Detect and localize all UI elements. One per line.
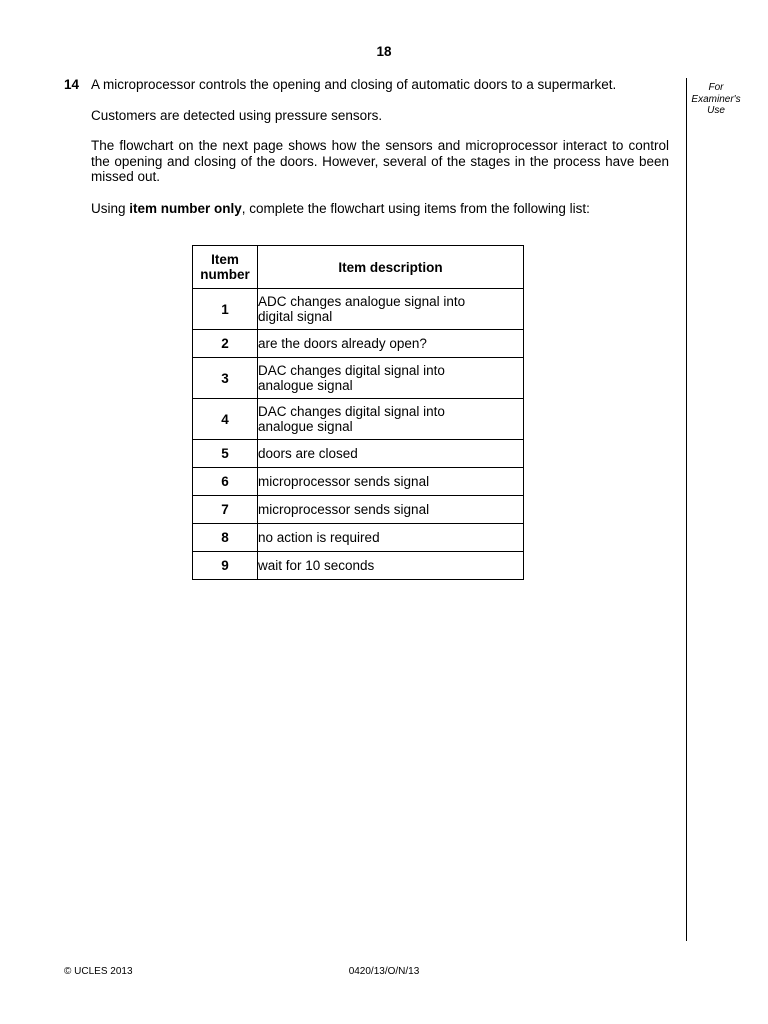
table-row bbox=[193, 330, 524, 358]
item-description-cell bbox=[258, 552, 524, 580]
instruction-bold-text: item number only bbox=[129, 201, 242, 216]
table-row bbox=[193, 552, 524, 580]
header-item-number-line-2: number bbox=[200, 267, 250, 282]
item-description-line-1: DAC changes digital signal into bbox=[258, 403, 445, 419]
item-description-line-1: microprocessor sends signal bbox=[258, 473, 430, 489]
question-flowchart-text: The flowchart on the next page shows how the sensors and microprocessor interact to control the opening and closing of the doors. However, several of the stages in the process have been missed out. bbox=[91, 138, 669, 184]
item-number-cell: 9 bbox=[193, 552, 258, 580]
item-description-cell bbox=[258, 399, 524, 440]
item-description-cell bbox=[258, 496, 524, 524]
item-description-cell bbox=[258, 440, 524, 468]
question-intro: A microprocessor controls the opening and closing of automatic doors to a supermarket. bbox=[91, 77, 617, 92]
item-description-cell bbox=[258, 524, 524, 552]
footer-copyright: © UCLES 2013 bbox=[64, 966, 133, 977]
table-row bbox=[193, 289, 524, 330]
examiner-margin-rule bbox=[686, 78, 687, 941]
item-number-cell: 4 bbox=[193, 399, 258, 440]
page-number: 18 bbox=[376, 44, 392, 59]
table-row bbox=[193, 358, 524, 399]
instruction-text-start: Using bbox=[91, 201, 130, 216]
table-row bbox=[193, 468, 524, 496]
item-description-line-1: DAC changes digital signal into bbox=[258, 362, 445, 378]
item-description-line-2: digital signal bbox=[258, 309, 333, 324]
question-number: 14 bbox=[64, 77, 80, 92]
examiner-label-line-1: For bbox=[708, 82, 724, 93]
item-table-header-row bbox=[193, 246, 524, 289]
item-description-line-1: no action is required bbox=[258, 529, 380, 545]
item-table bbox=[192, 245, 524, 580]
question-instruction bbox=[91, 201, 669, 217]
header-item-number-line-1: Item bbox=[211, 252, 239, 267]
item-description-line-1: wait for 10 seconds bbox=[258, 557, 375, 573]
footer-paper-code: 0420/13/O/N/13 bbox=[348, 966, 420, 977]
item-description-cell bbox=[258, 358, 524, 399]
item-description-cell bbox=[258, 289, 524, 330]
item-description-line-2: analogue signal bbox=[258, 419, 353, 434]
examiner-label-line-2: Examiner's bbox=[691, 93, 741, 105]
table-row bbox=[193, 440, 524, 468]
item-number-cell: 5 bbox=[193, 440, 258, 468]
item-number-cell: 7 bbox=[193, 496, 258, 524]
examiner-label-line-3: Use bbox=[707, 105, 725, 116]
header-item-description: Item description bbox=[258, 246, 524, 289]
item-number-cell: 8 bbox=[193, 524, 258, 552]
table-row bbox=[193, 524, 524, 552]
item-number-cell: 2 bbox=[193, 330, 258, 358]
item-number-cell: 6 bbox=[193, 468, 258, 496]
examiner-use-label bbox=[684, 82, 748, 117]
table-row bbox=[193, 399, 524, 440]
table-row bbox=[193, 496, 524, 524]
item-description-line-2: analogue signal bbox=[258, 378, 353, 393]
item-number-cell: 3 bbox=[193, 358, 258, 399]
item-description-line-1: microprocessor sends signal bbox=[258, 501, 430, 517]
item-description-line-1: doors are closed bbox=[258, 445, 358, 461]
item-description-line-1: ADC changes analogue signal into bbox=[258, 293, 466, 309]
item-description-line-1: are the doors already open? bbox=[258, 335, 427, 351]
item-description-cell bbox=[258, 330, 524, 358]
header-item-number bbox=[193, 246, 258, 289]
question-sensors-text: Customers are detected using pressure sensors. bbox=[91, 108, 383, 123]
instruction-text-end: , complete the flowchart using items from the following list: bbox=[241, 201, 590, 216]
item-number-cell: 1 bbox=[193, 289, 258, 330]
item-description-cell bbox=[258, 468, 524, 496]
